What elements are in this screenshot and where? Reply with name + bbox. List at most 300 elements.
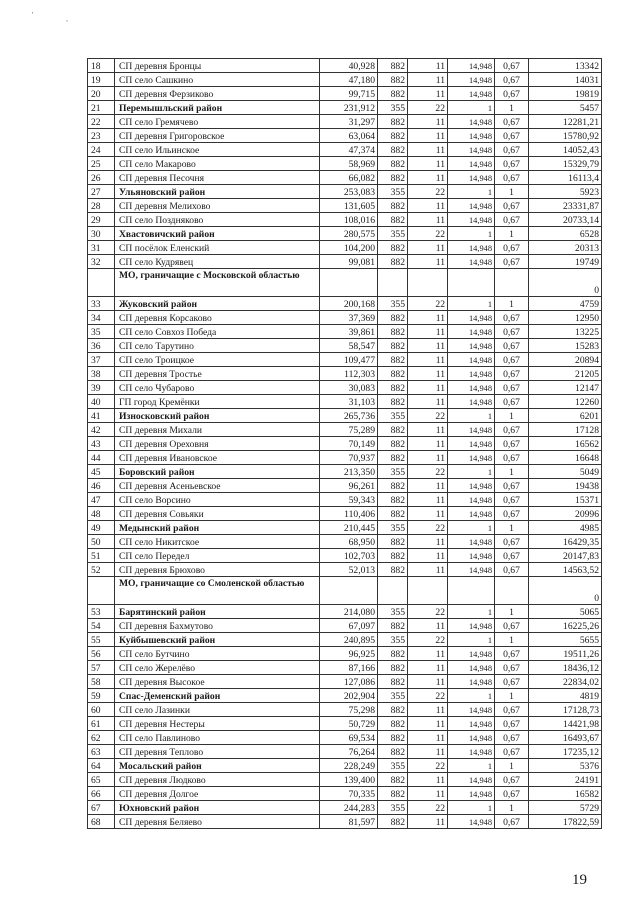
- cell-value-a: [320, 577, 378, 605]
- cell-value-f: 23331,87: [529, 199, 602, 213]
- cell-value-e: 1: [495, 297, 529, 311]
- cell-number: [88, 577, 115, 605]
- cell-value-b: 355: [378, 185, 408, 199]
- cell-number: 67: [88, 801, 115, 815]
- table-row: [88, 437, 602, 451]
- cell-number: 22: [88, 115, 115, 129]
- cell-value-c: 11: [408, 661, 448, 675]
- cell-value-f: 5655: [529, 633, 602, 647]
- cell-value-c: 11: [408, 171, 448, 185]
- cell-value-f: 4819: [529, 689, 602, 703]
- cell-value-c: 11: [408, 115, 448, 129]
- cell-value-b: 882: [378, 367, 408, 381]
- table-row: [88, 423, 602, 437]
- cell-value-e: 0,67: [495, 367, 529, 381]
- cell-value-a: 109,477: [320, 353, 378, 367]
- cell-value-a: 99,715: [320, 87, 378, 101]
- cell-value-e: 0,67: [495, 647, 529, 661]
- cell-value-e: 0,67: [495, 549, 529, 563]
- cell-value-a: 70,149: [320, 437, 378, 451]
- cell-name: СП деревня Людково: [115, 773, 320, 787]
- table-row: [88, 605, 602, 619]
- cell-value-e: 0,67: [495, 731, 529, 745]
- table-row: [88, 409, 602, 423]
- cell-value-c: 11: [408, 395, 448, 409]
- cell-value-f: 6528: [529, 227, 602, 241]
- cell-value-b: 882: [378, 661, 408, 675]
- cell-value-c: 22: [408, 605, 448, 619]
- cell-value-e: 1: [495, 633, 529, 647]
- cell-value-d: 14,948: [448, 619, 495, 633]
- cell-value-f: 20996: [529, 507, 602, 521]
- cell-value-d: 14,948: [448, 143, 495, 157]
- cell-value-a: 99,081: [320, 255, 378, 269]
- cell-value-d: [448, 269, 495, 297]
- cell-value-d: 14,948: [448, 115, 495, 129]
- cell-value-e: 0,67: [495, 143, 529, 157]
- cell-name: СП село Сашкино: [115, 73, 320, 87]
- cell-value-f: 14421,98: [529, 717, 602, 731]
- cell-value-a: 213,350: [320, 465, 378, 479]
- cell-value-a: 69,534: [320, 731, 378, 745]
- cell-value-f: 16225,26: [529, 619, 602, 633]
- table-row: [88, 59, 602, 73]
- cell-value-d: 1: [448, 101, 495, 115]
- cell-name: СП село Ворсино: [115, 493, 320, 507]
- cell-number: 25: [88, 157, 115, 171]
- cell-name: СП село Никитское: [115, 535, 320, 549]
- cell-value-c: 11: [408, 703, 448, 717]
- cell-value-f: 18436,12: [529, 661, 602, 675]
- cell-value-d: 14,948: [448, 73, 495, 87]
- cell-value-a: 110,406: [320, 507, 378, 521]
- cell-value-a: 231,912: [320, 101, 378, 115]
- cell-number: 37: [88, 353, 115, 367]
- cell-value-c: 11: [408, 745, 448, 759]
- cell-value-a: 139,400: [320, 773, 378, 787]
- cell-value-f: 15283: [529, 339, 602, 353]
- cell-name: СП деревня Брюхово: [115, 563, 320, 577]
- cell-value-a: 104,200: [320, 241, 378, 255]
- cell-value-d: 1: [448, 465, 495, 479]
- cell-number: 32: [88, 255, 115, 269]
- cell-name: СП село Павлиново: [115, 731, 320, 745]
- cell-value-e: 0,67: [495, 213, 529, 227]
- cell-name: СП деревня Беляево: [115, 815, 320, 829]
- table-row: [88, 451, 602, 465]
- table-row: [88, 759, 602, 773]
- cell-number: 20: [88, 87, 115, 101]
- cell-value-e: 0,67: [495, 661, 529, 675]
- cell-value-b: 882: [378, 129, 408, 143]
- cell-value-e: 0,67: [495, 395, 529, 409]
- cell-name: Боровский район: [115, 465, 320, 479]
- cell-value-a: 76,264: [320, 745, 378, 759]
- cell-number: 59: [88, 689, 115, 703]
- cell-name: СП деревня Бахмутово: [115, 619, 320, 633]
- cell-name: СП село Передел: [115, 549, 320, 563]
- cell-name: СП деревня Михали: [115, 423, 320, 437]
- cell-value-c: 22: [408, 101, 448, 115]
- table-row: [88, 731, 602, 745]
- cell-value-b: 355: [378, 101, 408, 115]
- cell-value-f: 4985: [529, 521, 602, 535]
- cell-value-a: 87,166: [320, 661, 378, 675]
- cell-value-d: 14,948: [448, 479, 495, 493]
- cell-number: 19: [88, 73, 115, 87]
- cell-value-c: 11: [408, 437, 448, 451]
- table-row: [88, 101, 602, 115]
- cell-value-d: 1: [448, 297, 495, 311]
- cell-value-b: 355: [378, 689, 408, 703]
- cell-value-c: 11: [408, 507, 448, 521]
- cell-value-f: 5729: [529, 801, 602, 815]
- cell-value-b: 882: [378, 549, 408, 563]
- cell-value-b: 355: [378, 409, 408, 423]
- cell-value-a: 265,736: [320, 409, 378, 423]
- cell-value-d: 14,948: [448, 717, 495, 731]
- cell-value-b: 882: [378, 353, 408, 367]
- cell-value-c: 22: [408, 759, 448, 773]
- cell-value-f: 4759: [529, 297, 602, 311]
- cell-number: 66: [88, 787, 115, 801]
- cell-value-f: 19749: [529, 255, 602, 269]
- cell-value-f: 5376: [529, 759, 602, 773]
- table-row: [88, 549, 602, 563]
- cell-name: Жуковский район: [115, 297, 320, 311]
- cell-value-d: 14,948: [448, 563, 495, 577]
- cell-number: 61: [88, 717, 115, 731]
- cell-value-d: 14,948: [448, 549, 495, 563]
- cell-value-f: 16493,67: [529, 731, 602, 745]
- cell-name: СП село Поздняково: [115, 213, 320, 227]
- cell-value-e: 1: [495, 227, 529, 241]
- cell-value-d: 1: [448, 227, 495, 241]
- cell-value-b: 355: [378, 605, 408, 619]
- cell-value-e: 1: [495, 409, 529, 423]
- cell-number: 21: [88, 101, 115, 115]
- cell-value-d: 14,948: [448, 493, 495, 507]
- cell-value-b: 355: [378, 297, 408, 311]
- table-row: [88, 535, 602, 549]
- cell-number: 50: [88, 535, 115, 549]
- cell-value-b: 882: [378, 381, 408, 395]
- cell-number: 62: [88, 731, 115, 745]
- cell-name: СП деревня Ивановское: [115, 451, 320, 465]
- cell-value-f: 12260: [529, 395, 602, 409]
- table-row: [88, 647, 602, 661]
- cell-value-d: [448, 577, 495, 605]
- cell-value-b: 882: [378, 535, 408, 549]
- table-row: [88, 241, 602, 255]
- cell-value-e: 0,67: [495, 745, 529, 759]
- cell-value-a: 31,297: [320, 115, 378, 129]
- cell-value-b: [378, 577, 408, 605]
- table-row: [88, 703, 602, 717]
- cell-value-f: 19511,26: [529, 647, 602, 661]
- cell-value-d: 14,948: [448, 661, 495, 675]
- cell-name: СП деревня Нестеры: [115, 717, 320, 731]
- table-row: [88, 143, 602, 157]
- cell-value-f: 17128,73: [529, 703, 602, 717]
- cell-name: Мосальский район: [115, 759, 320, 773]
- cell-value-e: 0,67: [495, 241, 529, 255]
- cell-value-f: 16562: [529, 437, 602, 451]
- cell-value-f: 17235,12: [529, 745, 602, 759]
- cell-value-d: 14,948: [448, 423, 495, 437]
- cell-value-e: 0,67: [495, 815, 529, 829]
- cell-value-c: 22: [408, 297, 448, 311]
- cell-value-c: 11: [408, 339, 448, 353]
- cell-number: 35: [88, 325, 115, 339]
- cell-value-d: 14,948: [448, 325, 495, 339]
- cell-value-c: 11: [408, 773, 448, 787]
- cell-value-f: 24191: [529, 773, 602, 787]
- cell-name: Барятинский район: [115, 605, 320, 619]
- cell-value-b: 882: [378, 451, 408, 465]
- table-row: [88, 157, 602, 171]
- cell-value-a: 58,547: [320, 339, 378, 353]
- cell-name: МО, граничащие с Московской областью: [115, 269, 320, 297]
- cell-value-e: 0,67: [495, 535, 529, 549]
- cell-value-c: 22: [408, 521, 448, 535]
- cell-value-f: 19438: [529, 479, 602, 493]
- cell-value-c: 22: [408, 409, 448, 423]
- cell-value-b: 882: [378, 619, 408, 633]
- cell-value-f: 6201: [529, 409, 602, 423]
- cell-value-c: 11: [408, 73, 448, 87]
- cell-value-b: 882: [378, 563, 408, 577]
- table-row: [88, 479, 602, 493]
- cell-value-c: 11: [408, 619, 448, 633]
- cell-value-c: 11: [408, 311, 448, 325]
- cell-value-e: 0,67: [495, 423, 529, 437]
- cell-value-d: 14,948: [448, 129, 495, 143]
- cell-value-a: 31,103: [320, 395, 378, 409]
- cell-value-b: 882: [378, 325, 408, 339]
- cell-value-a: 47,180: [320, 73, 378, 87]
- cell-value-d: 1: [448, 633, 495, 647]
- cell-value-e: 0,67: [495, 773, 529, 787]
- table-row: [88, 717, 602, 731]
- cell-value-f: 16429,35: [529, 535, 602, 549]
- cell-value-e: 0,67: [495, 129, 529, 143]
- cell-value-a: 52,013: [320, 563, 378, 577]
- cell-value-b: 355: [378, 759, 408, 773]
- cell-name: СП деревня Теплово: [115, 745, 320, 759]
- cell-value-c: 11: [408, 129, 448, 143]
- table-row: [88, 115, 602, 129]
- cell-value-e: [495, 269, 529, 297]
- cell-value-e: 0,67: [495, 325, 529, 339]
- cell-value-e: 0,67: [495, 59, 529, 73]
- cell-value-e: 0,67: [495, 507, 529, 521]
- cell-value-a: 30,083: [320, 381, 378, 395]
- table-row: [88, 171, 602, 185]
- table-row: [88, 87, 602, 101]
- cell-value-a: 81,597: [320, 815, 378, 829]
- cell-name: СП село Гремячево: [115, 115, 320, 129]
- cell-value-d: 14,948: [448, 87, 495, 101]
- cell-value-b: 882: [378, 815, 408, 829]
- cell-value-f: 14031: [529, 73, 602, 87]
- table-row: [88, 199, 602, 213]
- cell-value-f: 17128: [529, 423, 602, 437]
- cell-name: СП деревня Корсаково: [115, 311, 320, 325]
- cell-value-d: 14,948: [448, 395, 495, 409]
- cell-value-f: 5065: [529, 605, 602, 619]
- cell-number: 18: [88, 59, 115, 73]
- cell-name: СП деревня Мелихово: [115, 199, 320, 213]
- cell-value-e: 0,67: [495, 171, 529, 185]
- cell-value-c: [408, 577, 448, 605]
- cell-number: 31: [88, 241, 115, 255]
- cell-value-d: 1: [448, 801, 495, 815]
- cell-value-e: 0,67: [495, 339, 529, 353]
- cell-value-c: 11: [408, 199, 448, 213]
- table-row: [88, 325, 602, 339]
- cell-value-a: 280,575: [320, 227, 378, 241]
- cell-value-d: 1: [448, 605, 495, 619]
- cell-number: 55: [88, 633, 115, 647]
- cell-value-b: 355: [378, 227, 408, 241]
- cell-value-f: 12281,21: [529, 115, 602, 129]
- cell-value-f: 20733,14: [529, 213, 602, 227]
- cell-number: 33: [88, 297, 115, 311]
- table-row: [88, 507, 602, 521]
- cell-value-b: 882: [378, 395, 408, 409]
- cell-number: 34: [88, 311, 115, 325]
- cell-name: Хвастовичский район: [115, 227, 320, 241]
- table-row: [88, 129, 602, 143]
- cell-number: 44: [88, 451, 115, 465]
- cell-value-a: 202,904: [320, 689, 378, 703]
- cell-name: Юхновский район: [115, 801, 320, 815]
- cell-name: СП село Троицкое: [115, 353, 320, 367]
- cell-value-f: 13342: [529, 59, 602, 73]
- cell-value-f: 17822,59: [529, 815, 602, 829]
- cell-value-d: 14,948: [448, 745, 495, 759]
- cell-name: СП деревня Ореховня: [115, 437, 320, 451]
- cell-value-a: 127,086: [320, 675, 378, 689]
- cell-name: СП село Чубарово: [115, 381, 320, 395]
- cell-value-c: 11: [408, 717, 448, 731]
- cell-number: 56: [88, 647, 115, 661]
- cell-value-d: 14,948: [448, 773, 495, 787]
- cell-value-d: 14,948: [448, 647, 495, 661]
- cell-value-c: 11: [408, 479, 448, 493]
- table-row: [88, 689, 602, 703]
- cell-value-f: 15329,79: [529, 157, 602, 171]
- cell-number: 38: [88, 367, 115, 381]
- cell-name: СП деревня Долгое: [115, 787, 320, 801]
- cell-name: СП деревня Высокое: [115, 675, 320, 689]
- cell-value-a: 214,080: [320, 605, 378, 619]
- cell-value-d: 14,948: [448, 535, 495, 549]
- cell-value-e: 0,67: [495, 311, 529, 325]
- cell-value-f: 12950: [529, 311, 602, 325]
- cell-value-e: 1: [495, 465, 529, 479]
- cell-value-a: 70,937: [320, 451, 378, 465]
- cell-value-b: 882: [378, 731, 408, 745]
- cell-value-d: 14,948: [448, 815, 495, 829]
- cell-number: 52: [88, 563, 115, 577]
- table-row: [88, 745, 602, 759]
- cell-value-d: 14,948: [448, 507, 495, 521]
- cell-value-b: 355: [378, 521, 408, 535]
- cell-number: 46: [88, 479, 115, 493]
- cell-value-c: 11: [408, 143, 448, 157]
- cell-value-e: 1: [495, 521, 529, 535]
- cell-value-d: 14,948: [448, 675, 495, 689]
- table-row: [88, 773, 602, 787]
- cell-number: 53: [88, 605, 115, 619]
- cell-value-e: 1: [495, 759, 529, 773]
- cell-value-b: 882: [378, 493, 408, 507]
- cell-value-b: 882: [378, 87, 408, 101]
- cell-number: 47: [88, 493, 115, 507]
- table-row: [88, 661, 602, 675]
- cell-value-b: 882: [378, 171, 408, 185]
- cell-value-e: 1: [495, 689, 529, 703]
- cell-value-a: 66,082: [320, 171, 378, 185]
- cell-name: СП деревня Асеньевское: [115, 479, 320, 493]
- cell-value-d: 14,948: [448, 353, 495, 367]
- cell-value-c: 11: [408, 451, 448, 465]
- cell-value-c: 11: [408, 815, 448, 829]
- cell-value-b: 882: [378, 703, 408, 717]
- table-row: [88, 633, 602, 647]
- cell-value-a: 39,861: [320, 325, 378, 339]
- table-row: [88, 787, 602, 801]
- cell-value-b: 882: [378, 507, 408, 521]
- cell-value-c: 11: [408, 647, 448, 661]
- cell-value-f: 22834,02: [529, 675, 602, 689]
- cell-name: СП село Макарово: [115, 157, 320, 171]
- cell-value-e: 0,67: [495, 787, 529, 801]
- cell-number: 41: [88, 409, 115, 423]
- cell-value-e: 0,67: [495, 451, 529, 465]
- cell-value-e: 0,67: [495, 199, 529, 213]
- cell-value-f: 0: [529, 577, 602, 605]
- cell-value-f: 19819: [529, 87, 602, 101]
- cell-name: МО, граничащие со Смоленской областью: [115, 577, 320, 605]
- cell-value-e: 1: [495, 101, 529, 115]
- cell-name: СП деревня Песочня: [115, 171, 320, 185]
- cell-value-a: 58,969: [320, 157, 378, 171]
- cell-value-c: 11: [408, 59, 448, 73]
- cell-value-c: 22: [408, 633, 448, 647]
- cell-number: 23: [88, 129, 115, 143]
- cell-value-a: 244,283: [320, 801, 378, 815]
- cell-value-e: 0,67: [495, 563, 529, 577]
- cell-number: [88, 269, 115, 297]
- table-row: [88, 381, 602, 395]
- cell-value-b: 882: [378, 675, 408, 689]
- table-row: [88, 213, 602, 227]
- cell-number: 26: [88, 171, 115, 185]
- cell-number: 24: [88, 143, 115, 157]
- table-row: [88, 339, 602, 353]
- cell-value-c: 11: [408, 535, 448, 549]
- cell-value-c: 11: [408, 549, 448, 563]
- cell-value-a: 210,445: [320, 521, 378, 535]
- cell-value-c: 11: [408, 731, 448, 745]
- cell-value-a: 68,950: [320, 535, 378, 549]
- cell-value-e: 0,67: [495, 675, 529, 689]
- cell-number: 28: [88, 199, 115, 213]
- cell-name: СП село Лазинки: [115, 703, 320, 717]
